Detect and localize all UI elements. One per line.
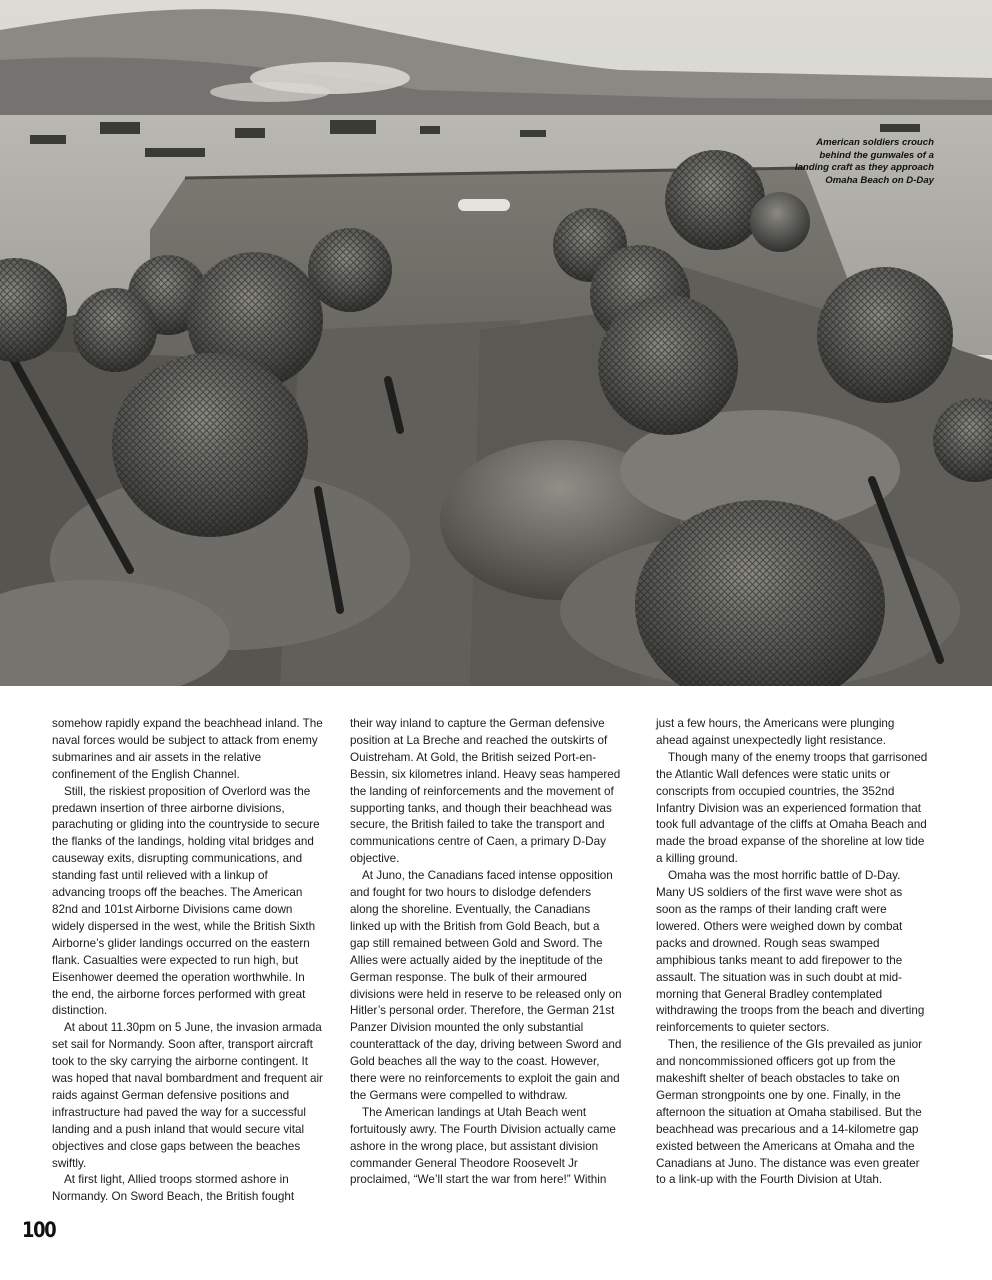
paragraph: Still, the riskiest proposition of Overlord was the predawn insertion of three airborne divisions, parachuting or gliding into the countryside to secure the flanks of the landings, holding vital bridges and causeway exits, disrupting communications, and standing fast until relieved with a linkup of advancing troops off the beaches. The American 82nd and 101st Airborne Divisions came down widely dispersed in the west, while the British Sixth Airborne’s glider landings occurred on the eastern flank. Casualties were expected to run high, but Eisenhower deemed the operation worthwhile. In the end, the airborne forces performed with great distinction. [52,784,320,1018]
paragraph: At first light, Allied troops stormed ashore in Normandy. On Sword Beach, the British fought [52,1173,295,1204]
paragraph: Omaha was the most horrific battle of D-Day. Many US soldiers of the first wave were shot as soon as the ramps of their landing craft were lowered. Others were weighed down by combat packs and drowned. Rough seas swamped amphibious tanks meant to add firepower to the assault. The situation was in such doubt at mid-morning that General Bradley contemplated withdrawing the troops from the beach and diverting reinforcements to quieter sectors. [656,869,925,1035]
paragraph: their way inland to capture the German defensive position at La Breche and reached the outskirts of Ouistreham. At Gold, the British seized Port-en-Bessin, six kilometres inland. Heavy seas hampered the landing of reinforcements and the movement of supporting tanks, and though their beachhead was secure, the British failed to take the transport and communications centre of Caen, a primary D-Day objective. [350,717,621,866]
paragraph: At Juno, the Canadians faced intense opposition and fought for two hours to dislodge defenders along the shoreline. Eventually, the Canadians linked up with the British from Gold Beach, but a gap still remained between Gold and Sword. The Allies were actually aided by the ineptitude of the German response. The bulk of their armoured divisions were held in reserve to be released only on Hitler’s personal order. Therefore, the German 21st Panzer Division mounted the only substantial counterattack of the day, driving between Sword and Gold beaches all the way to the coast. However, there were no reinforcements to exploit the gain and the Germans were compelled to withdraw. [350,869,622,1102]
paragraph: just a few hours, the Americans were plunging ahead against unexpectedly light resistance. [656,717,895,747]
paragraph: somehow rapidly expand the beachhead inland. The naval forces would be subject to attack from enemy submarines and air assets in the relative confinement of the English Channel. [52,717,323,781]
text-column-1 [52,716,324,1206]
paragraph: The American landings at Utah Beach went fortuitously awry. The Fourth Division actually came ashore in the wrong place, but assistant division commander General Theodore Roosevelt Jr proclaimed, “We’ll start the war from here!” Within [350,1105,616,1187]
page-number: 100 [22,1218,56,1242]
paragraph: Though many of the enemy troops that garrisoned the Atlantic Wall defences were static units or conscripts from occupied countries, the 352nd Infantry Division was an experienced formation that took full advantage of the cliffs at Omaha Beach and made the broad expanse of the shoreline at low tide a killing ground. [656,750,928,866]
text-column-3 [656,716,928,1189]
paragraph: At about 11.30pm on 5 June, the invasion armada set sail for Normandy. Soon after, transport aircraft took to the sky carrying the airborne contingent. It was hoped that naval bombardment and frequent air raids against German defensive positions and infrastructure had paved the way for a successful landing and a push inland that would secure vital objectives and close gaps between the beaches swiftly. [52,1021,323,1170]
paragraph: Then, the resilience of the GIs prevailed as junior and noncommissioned officers got up from the makeshift shelter of beach obstacles to take on German strongpoints one by one. Finally, in the afternoon the situation at Omaha stabilised. But the beachhead was precarious and a 14-kilometre gap existed between the Americans at Omaha and the Canadians at Juno. The distance was even greater to a link-up with the Fourth Division at Utah. [656,1038,923,1187]
photo-caption: American soldiers crouch behind the gunwales of a landing craft as they approach Omaha Beach on D-Day [794,137,934,186]
text-column-2 [350,716,622,1189]
